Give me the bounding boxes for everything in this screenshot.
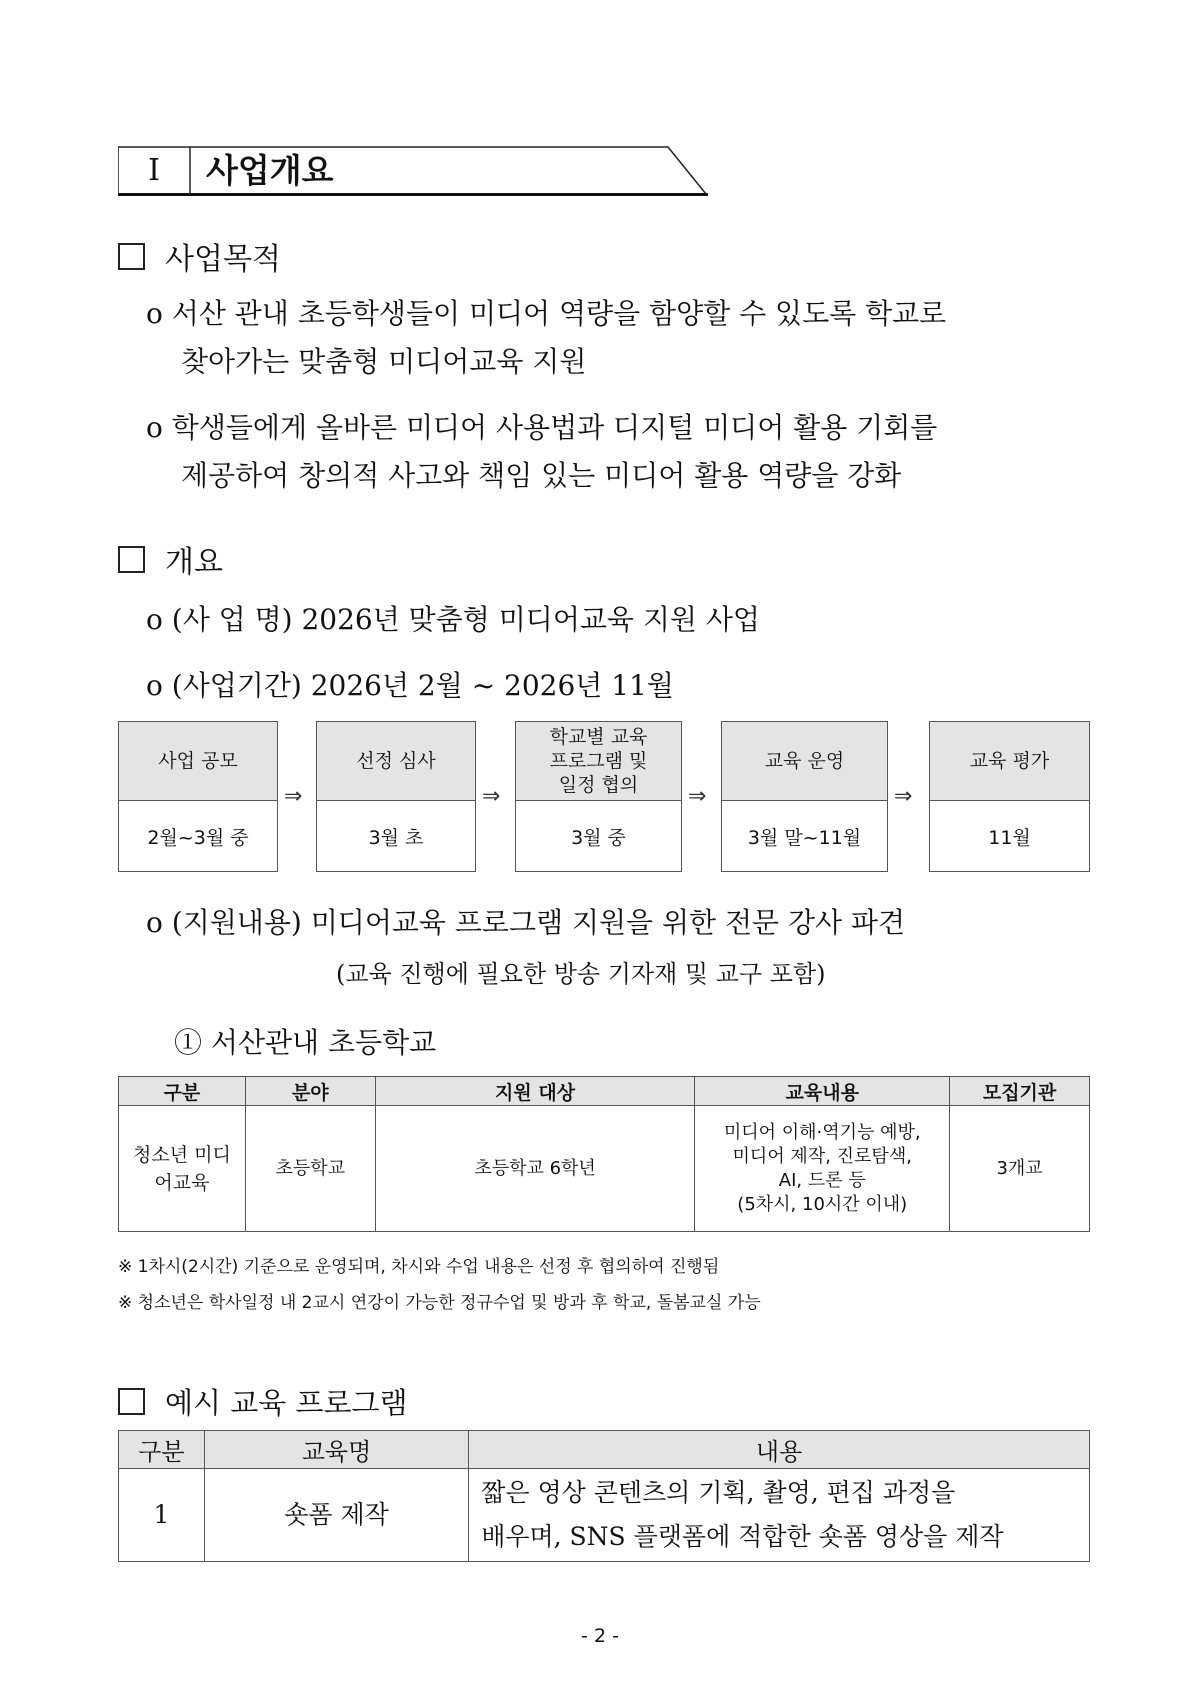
program-table bbox=[118, 1430, 1090, 1562]
table-cell-field: 초등학교 bbox=[245, 1106, 375, 1232]
overview-support: o (지원내용) 미디어교육 프로그램 지원을 위한 전문 강사 파견 bbox=[146, 906, 906, 939]
page-title: 사업개요 bbox=[206, 151, 334, 190]
title-number: Ⅰ bbox=[148, 153, 160, 188]
purpose-bullet-1: o 서산 관내 초등학생들이 미디어 역량을 함양할 수 있도록 학교로 bbox=[146, 297, 947, 330]
table-header: 구분 bbox=[119, 1431, 205, 1469]
section-heading-overview: 개요 bbox=[118, 539, 223, 579]
flow-arrow-icon: ⇒ bbox=[688, 784, 707, 809]
table-cell-name: 숏폼 제작 bbox=[204, 1469, 468, 1562]
overview-project-name: o (사 업 명) 2026년 맞춤형 미디어교육 지원 사업 bbox=[146, 603, 760, 636]
table-header: 교육명 bbox=[204, 1431, 468, 1469]
page-number: - 2 - bbox=[581, 1625, 619, 1647]
note-1: ※ 1차시(2시간) 기준으로 운영되며, 차시와 수업 내용은 선정 후 협의하여 진행됨 bbox=[118, 1257, 720, 1277]
flow-arrow-icon: ⇒ bbox=[482, 784, 501, 809]
flow-step-1: 사업 공모 2월~3월 중 bbox=[118, 721, 278, 872]
flow-step-2: 선정 심사 3월 초 bbox=[316, 721, 476, 872]
subheading-elementary: ① 서산관내 초등학교 bbox=[174, 1026, 437, 1059]
table-cell-desc: 짧은 영상 콘텐츠의 기획, 촬영, 편집 과정을 배우며, SNS 플랫폼에 적합한 숏폼 영상을 제작 bbox=[469, 1469, 1090, 1562]
checkbox-square-icon bbox=[118, 243, 145, 270]
section-heading-programs: 예시 교육 프로그램 bbox=[118, 1381, 408, 1421]
table-header: 내용 bbox=[469, 1431, 1090, 1469]
overview-project-period: o (사업기간) 2026년 2월 ~ 2026년 11월 bbox=[146, 669, 674, 702]
flow-step-3: 학교별 교육 프로그램 및 일정 협의 3월 중 bbox=[515, 721, 682, 872]
purpose-bullet-2-cont: 제공하여 창의적 사고와 책임 있는 미디어 활용 역량을 강화 bbox=[181, 459, 902, 492]
overview-support-note: (교육 진행에 필요한 방송 기자재 및 교구 포함) bbox=[336, 960, 826, 988]
table-cell-category: 청소년 미디어교육 bbox=[119, 1106, 246, 1232]
table-header: 구분 bbox=[119, 1077, 246, 1106]
flow-arrow-icon: ⇒ bbox=[284, 784, 303, 809]
support-table bbox=[118, 1076, 1090, 1232]
checkbox-square-icon bbox=[118, 546, 145, 573]
table-header: 모집기관 bbox=[950, 1077, 1090, 1106]
table-header: 교육내용 bbox=[695, 1077, 950, 1106]
flow-step-5: 교육 평가 11월 bbox=[929, 721, 1090, 872]
table-cell-target: 초등학교 6학년 bbox=[375, 1106, 695, 1232]
purpose-bullet-1-cont: 찾아가는 맞춤형 미디어교육 지원 bbox=[181, 345, 587, 378]
flow-arrow-icon: ⇒ bbox=[894, 784, 913, 809]
section-heading-purpose: 사업목적 bbox=[118, 236, 281, 276]
table-cell-no: 1 bbox=[119, 1469, 205, 1562]
table-header: 분야 bbox=[245, 1077, 375, 1106]
checkbox-square-icon bbox=[118, 1388, 145, 1415]
table-row bbox=[119, 1106, 1090, 1232]
purpose-bullet-2: o 학생들에게 올바른 미디어 사용법과 디지털 미디어 활용 기회를 bbox=[146, 411, 938, 444]
note-2: ※ 청소년은 학사일정 내 2교시 연강이 가능한 정규수업 및 방과 후 학교, 돌봄교실 가능 bbox=[118, 1293, 761, 1313]
flow-step-4: 교육 운영 3월 말~11월 bbox=[721, 721, 888, 872]
table-cell-content: 미디어 이해·역기능 예방, 미디어 제작, 진로탐색, AI, 드론 등 (5차시, 10시간 이내) bbox=[695, 1106, 950, 1232]
table-header: 지원 대상 bbox=[375, 1077, 695, 1106]
table-cell-recruit: 3개교 bbox=[950, 1106, 1090, 1232]
section-title-band bbox=[118, 146, 708, 196]
table-row bbox=[119, 1469, 1090, 1562]
